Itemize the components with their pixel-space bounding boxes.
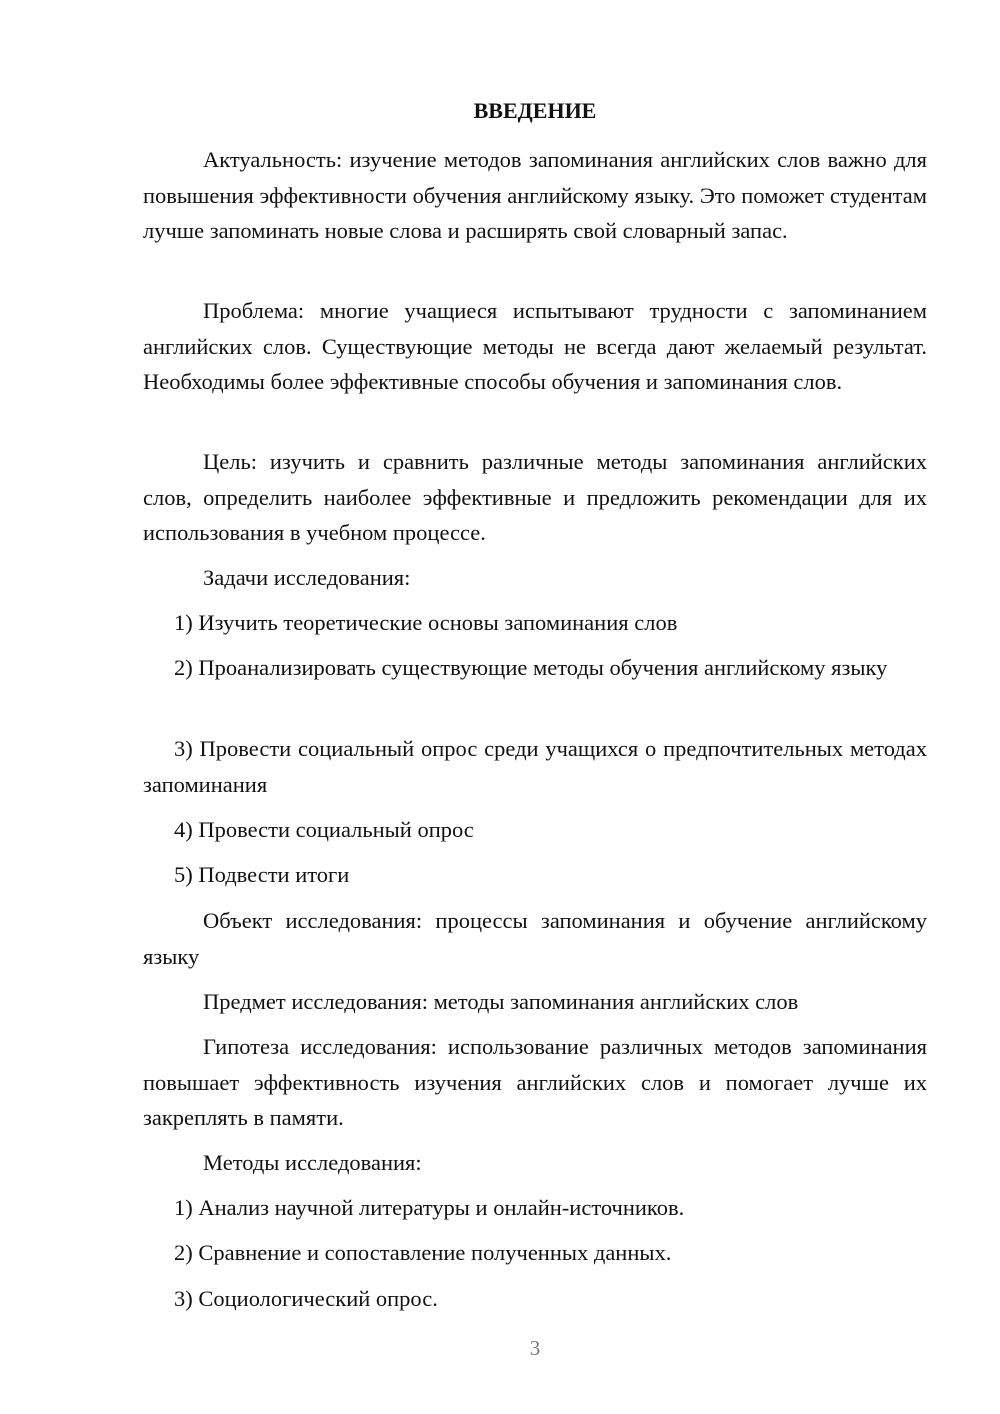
task-item-4 (143, 812, 927, 848)
method-item-text: 3) Социологический опрос. (174, 1286, 438, 1311)
methods-heading-text: Методы исследования: (203, 1150, 422, 1175)
method-item-1 (143, 1190, 927, 1226)
paragraph-problem (143, 293, 927, 400)
page-number: 3 (529, 1336, 541, 1360)
paragraph-relevance-text: Актуальность: изучение методов запоминания английских слов важно для повышения эффективности обучения английскому языку. Это поможет студентам лучше запоминать новые слова и расширять свой словарный запас. (143, 147, 927, 243)
task-item-3 (143, 731, 927, 802)
paragraph-object-text: Объект исследования: процессы запоминания и обучение английскому языку (143, 908, 927, 969)
paragraph-hypothesis (143, 1029, 927, 1136)
task-item-text: 3) Провести социальный опрос среди учащихся о предпочтительных методах запоминания (143, 736, 927, 797)
method-item-2 (143, 1235, 927, 1271)
task-item-5 (143, 857, 927, 893)
method-item-text: 2) Сравнение и сопоставление полученных данных. (174, 1240, 672, 1265)
paragraph-hypothesis-text: Гипотеза исследования: использование различных методов запоминания повышает эффективность изучения английских слов и помогает лучше их закреплять в памяти. (143, 1034, 927, 1130)
page-title: ВВЕДЕНИЕ (473, 98, 597, 123)
paragraph-relevance (143, 142, 927, 249)
task-item-text: 4) Провести социальный опрос (174, 817, 474, 842)
tasks-heading (143, 560, 927, 596)
paragraph-subject (143, 984, 927, 1020)
method-item-text: 1) Анализ научной литературы и онлайн-источников. (174, 1195, 685, 1220)
task-item-text: 2) Проанализировать существующие методы обучения английскому языку (174, 655, 888, 680)
paragraph-problem-text: Проблема: многие учащиеся испытывают трудности с запоминанием английских слов. Существующие методы не всегда дают желаемый результат. Необходимы более эффективные способы обучения и запоминания слов. (143, 298, 927, 394)
paragraph-goal (143, 444, 927, 551)
paragraph-subject-text: Предмет исследования: методы запоминания английских слов (203, 989, 799, 1014)
task-item-2 (143, 650, 927, 686)
methods-heading (143, 1145, 927, 1181)
paragraph-object (143, 903, 927, 974)
paragraph-goal-text: Цель: изучить и сравнить различные методы запоминания английских слов, определить наиболее эффективные и предложить рекомендации для их использования в учебном процессе. (143, 449, 927, 545)
task-item-text: 5) Подвести итоги (174, 862, 350, 887)
tasks-heading-text: Задачи исследования: (203, 565, 411, 590)
task-item-1 (143, 605, 927, 641)
task-item-text: 1) Изучить теоретические основы запоминания слов (174, 610, 678, 635)
method-item-3 (143, 1281, 927, 1317)
